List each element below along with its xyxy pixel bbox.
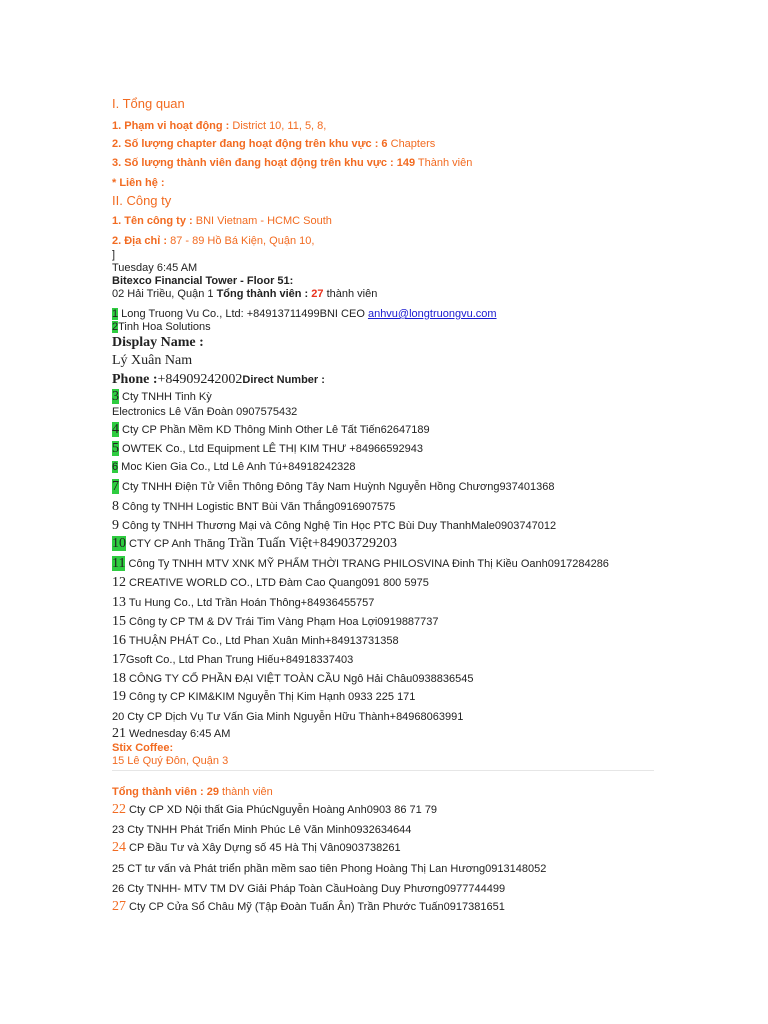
- member-number: 15: [112, 614, 126, 629]
- chapter2-total-suffix: thành viên: [218, 786, 273, 798]
- member-count-value: Thành viên: [415, 157, 473, 169]
- member-email-link[interactable]: anhvu@longtruongvu.com: [367, 308, 497, 320]
- member-row-16: [112, 633, 399, 649]
- chapter2-time: Wednesday 6:45 AM: [126, 728, 231, 740]
- direct-number-label: Direct Number :: [242, 374, 325, 386]
- chapter2-venue: Stix Coffee:: [112, 742, 174, 754]
- display-name-label: Display Name :: [112, 335, 204, 350]
- chapter-count-value: Chapters: [387, 138, 436, 150]
- member-row-25: 25 CT tư vấn và Phát triển phần mềm sao tiên Phong Hoàng Thị Lan Hương0913148052: [112, 863, 547, 875]
- chapter1-total-label: Tổng thành viên :: [216, 288, 312, 300]
- member-number: 2: [112, 321, 119, 333]
- member-company: Công ty TNHH Thương Mại và Công Nghệ Tin Học PTC Bùi Duy ThanhMale0903747012: [119, 520, 557, 532]
- chapter1-total-suffix: thành viên: [323, 288, 378, 300]
- member-company: Moc Kien Gia Co., Ltd Lê Anh Tú+84918242328: [118, 461, 356, 473]
- member-row-26: 26 Cty TNHH- MTV TM DV Giải Pháp Toàn CầuHoàng Duy Phương0977744499: [112, 883, 506, 895]
- member-row-17: [112, 652, 353, 668]
- member-row-13: [112, 595, 374, 611]
- member-company: Công ty CP TM & DV Trái Tim Vàng Phạm Hoa Lợi0919887737: [126, 616, 439, 628]
- member-row-10: [112, 536, 397, 552]
- chapter1-venue: Bitexco Financial Tower - Floor 51:: [112, 275, 294, 287]
- scope-row: [112, 120, 326, 133]
- member-number: 24: [112, 840, 126, 855]
- member-company: Công ty TNHH Logistic BNT Bùi Văn Thắng0916907575: [119, 501, 396, 513]
- address-value: 87 - 89 Hồ Bá Kiện, Quận 10,: [167, 235, 315, 247]
- member-number: 13: [112, 595, 126, 610]
- member-row-22: [112, 802, 437, 818]
- member-row-8: [112, 499, 395, 515]
- member-row-12: [112, 575, 429, 591]
- member-number: 1: [112, 308, 119, 320]
- member-number: 7: [112, 479, 119, 494]
- member-number: 27: [112, 899, 126, 914]
- member-company: Cty TNHH Điện Tử Viễn Thông Đông Tây Nam Huỳnh Nguyễn Hồng Chương937401368: [119, 481, 555, 493]
- member-count-label: 3. Số lượng thành viên đang hoạt động trên khu vực : 149: [112, 157, 416, 169]
- member-company: Long Truong Vu Co., Ltd: [118, 308, 241, 320]
- phone-label: Phone :: [112, 372, 158, 387]
- address-row: [112, 235, 314, 248]
- phone-value: +84909242002: [157, 372, 243, 387]
- member-row-6: [112, 461, 356, 474]
- member-company: CÔNG TY CỔ PHẦN ĐẠI VIỆT TOÀN CẦU Ngô Hải Châu0938836545: [126, 673, 474, 685]
- member-company: Công ty CP KIM&KIM Nguyễn Thị Kim Hạnh 0933 225 171: [126, 691, 416, 703]
- divider: [112, 770, 654, 771]
- member-company: Cty CP Phần Mềm KD Thông Minh Other Lê Tất Tiến62647189: [119, 424, 430, 436]
- member-company: Công Ty TNHH MTV XNK MỸ PHẨM THỜI TRANG PHILOSVINA Đinh Thị Kiều Oanh0917284286: [125, 558, 609, 570]
- member-row-20: 20 Cty CP Dịch Vụ Tư Vấn Gia Minh Nguyễn Hữu Thành+84968063991: [112, 711, 464, 723]
- member-company: CTY CP Anh Thăng: [126, 538, 229, 550]
- member-company: Cty CP XD Nội thất Gia PhúcNguyễn Hoàng Anh0903 86 71 79: [126, 804, 438, 816]
- member-row-4: [112, 422, 430, 438]
- member-row-21: [112, 726, 230, 742]
- member-number: 12: [112, 575, 126, 590]
- member-contact: Trần Tuấn Việt+84903729203: [228, 536, 397, 551]
- member-company: Gsoft Co., Ltd Phan Trung Hiếu+84918337403: [126, 654, 354, 666]
- member-row-5: [112, 441, 423, 457]
- member-number: 17: [112, 652, 126, 667]
- member-row-18: [112, 671, 473, 687]
- member-count-row: [112, 157, 472, 170]
- member-company: Cty TNHH Tinh Kỳ: [119, 391, 212, 403]
- member-row-11: [112, 556, 609, 572]
- member-number: 9: [112, 518, 119, 533]
- member-company: CREATIVE WORLD CO., LTD Đàm Cao Quang091 800 5975: [126, 577, 429, 589]
- member-company: Cty CP Cửa Sổ Châu Mỹ (Tập Đoàn Tuấn Ân) Trần Phước Tuấn0917381651: [126, 901, 505, 913]
- member-row-2: [112, 321, 211, 334]
- chapter2-address: 15 Lê Quý Đôn, Quận 3: [112, 755, 229, 767]
- display-name-value: Lý Xuân Nam: [112, 353, 193, 368]
- member-number: 4: [112, 422, 119, 437]
- member-number: 5: [112, 441, 119, 456]
- company-name-value: BNI Vietnam - HCMC South: [192, 215, 332, 227]
- member-detail: : +84913711499BNI CEO: [240, 308, 368, 320]
- member-number: 22: [112, 802, 126, 817]
- member-number: 18: [112, 671, 126, 686]
- member-company: CP Đầu Tư và Xây Dựng số 45 Hà Thị Vân0903738261: [126, 842, 401, 854]
- member-row-15: [112, 614, 439, 630]
- member-row-23: 23 Cty TNHH Phát Triển Minh Phúc Lê Văn Minh0932634644: [112, 824, 412, 836]
- scope-value: District 10, 11, 5, 8,: [229, 120, 327, 132]
- member-number: 10: [112, 536, 126, 551]
- contact-label: * Liên hệ :: [112, 177, 165, 189]
- member-row-9: [112, 518, 556, 534]
- chapter1-time: Tuesday 6:45 AM: [112, 262, 198, 274]
- chapter2-total-row: [112, 786, 273, 799]
- chapter2-total-label: Tổng thành viên : 29: [112, 786, 219, 798]
- member-number: 3: [112, 389, 119, 404]
- member-number: 6: [112, 461, 119, 473]
- section-heading-company: II. Công ty: [112, 193, 172, 208]
- chapter1-address: 02 Hải Triều, Quận 1: [112, 288, 217, 300]
- chapter1-total-value: 27: [311, 288, 324, 300]
- member-row-1: [112, 308, 497, 321]
- scope-label: 1. Phạm vi hoạt động :: [112, 120, 230, 132]
- member-number: 16: [112, 633, 126, 648]
- section-heading-overview: I. Tổng quan: [112, 96, 185, 111]
- member-row-3-detail: Electronics Lê Văn Đoàn 0907575432: [112, 406, 298, 418]
- member-row-7: [112, 479, 555, 495]
- member-number: 19: [112, 689, 126, 704]
- member-row-3: [112, 389, 212, 405]
- member-number: 21: [112, 726, 126, 741]
- chapter-count-label: 2. Số lượng chapter đang hoạt động trên khu vực : 6: [112, 138, 388, 150]
- member-number: 8: [112, 499, 119, 514]
- company-name-row: [112, 215, 332, 228]
- chapter-count-row: [112, 138, 435, 151]
- company-name-label: 1. Tên công ty :: [112, 215, 193, 227]
- member-row-24: [112, 840, 401, 856]
- member-company: Tu Hung Co., Ltd Trần Hoán Thông+84936455757: [126, 597, 375, 609]
- member-company: Tinh Hoa Solutions: [118, 321, 211, 333]
- chapter1-address-row: [112, 288, 377, 301]
- member-company: THUẬN PHÁT Co., Ltd Phan Xuân Minh+84913731358: [126, 635, 399, 647]
- member-company: OWTEK Co., Ltd Equipment LÊ THỊ KIM THƯ +84966592943: [119, 443, 423, 455]
- bracket-char: ]: [112, 249, 116, 261]
- member-row-19: [112, 689, 415, 705]
- member-number: 11: [112, 556, 126, 571]
- address-label: 2. Địa chỉ :: [112, 235, 168, 247]
- member-row-27: [112, 899, 505, 915]
- phone-row: [112, 372, 325, 388]
